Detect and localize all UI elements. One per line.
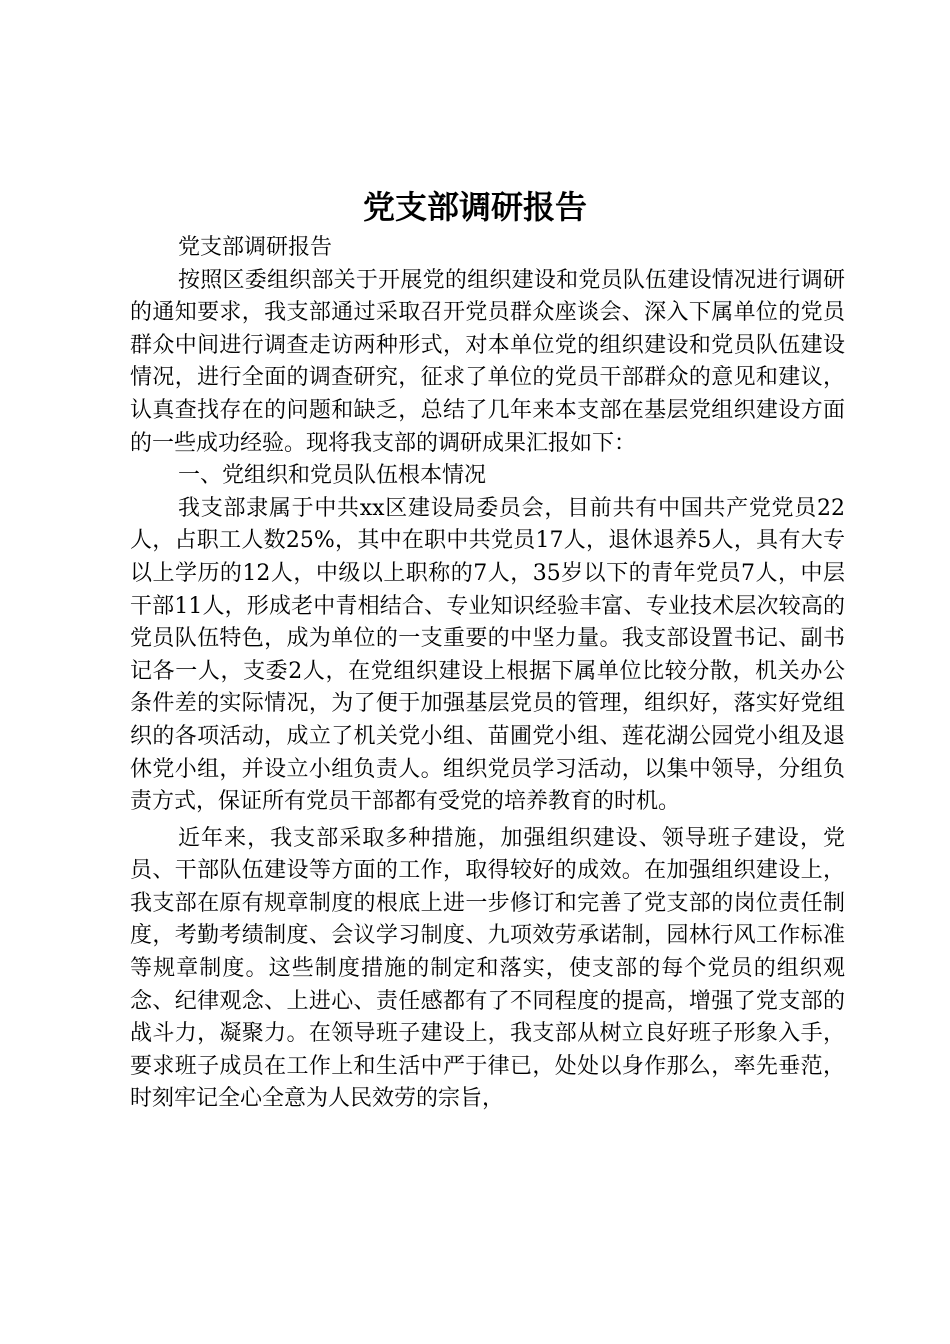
section-heading: 一、党组织和党员队伍根本情况 — [178, 463, 487, 489]
intro-paragraph: 按照区委组织部关于开展党的组织建设和党员队伍建设情况进行调研的通知要求，我支部通过采取召开党员群众座谈会、深入下属单位的党员群众中间进行调查走访两种形式，对本单位党的组织建设和党员队伍建设情况，进行全面的调查研究，征求了单位的党员干部群众的意见和建议，认真查找存在的问题和缺乏，总结了几年来本支部在基层党组织建设方面的一些成功经验。现将我支部的调研成果汇报如下： — [130, 267, 845, 456]
body-paragraph: 近年来，我支部采取多种措施，加强组织建设、领导班子建设，党员、干部队伍建设等方面的工作，取得较好的成效。在加强组织建设上，我支部在原有规章制度的根底上进一步修订和完善了党支部的岗位责任制度，考勤考绩制度、会议学习制度、九项效劳承诺制，园林行风工作标准等规章制度。这些制度措施的制定和落实，使支部的每个党员的组织观念、纪律观念、上进心、责任感都有了不同程度的提高，增强了党支部的战斗力，凝聚力。在领导班子建设上，我支部从树立良好班子形象入手，要求班子成员在工作上和生活中严于律已，处处以身作那么，率先垂范，时刻牢记全心全意为人民效劳的宗旨， — [130, 825, 845, 1112]
document-title: 党支部调研报告 — [362, 188, 587, 226]
body-paragraph: 我支部隶属于中共xx区建设局委员会，目前共有中国共产党党员22人，占职工人数25%，其中在职中共党员17人，退休退养5人，具有大专以上学历的12人，中级以上职称的7人，35岁以下的青年党员7人，中层干部11人，形成老中青相结合、专业知识经验丰富、专业技术层次较高的党员队伍特色，成为单位的一支重要的中坚力量。我支部设置书记、副书记各一人，支委2人，在党组织建设上根据下属单位比较分散，机关办公条件差的实际情况，为了便于加强基层党员的管理，组织好，落实好党组织的各项活动，成立了机关党小组、苗圃党小组、莲花湖公园党小组及退休党小组，并设立小组负责人。组织党员学习活动，以集中领导，分组负责方式，保证所有党员干部都有受党的培养教育的时机。 — [130, 495, 845, 815]
document-body — [130, 232, 845, 1116]
subtitle-paragraph: 党支部调研报告 — [178, 235, 333, 260]
